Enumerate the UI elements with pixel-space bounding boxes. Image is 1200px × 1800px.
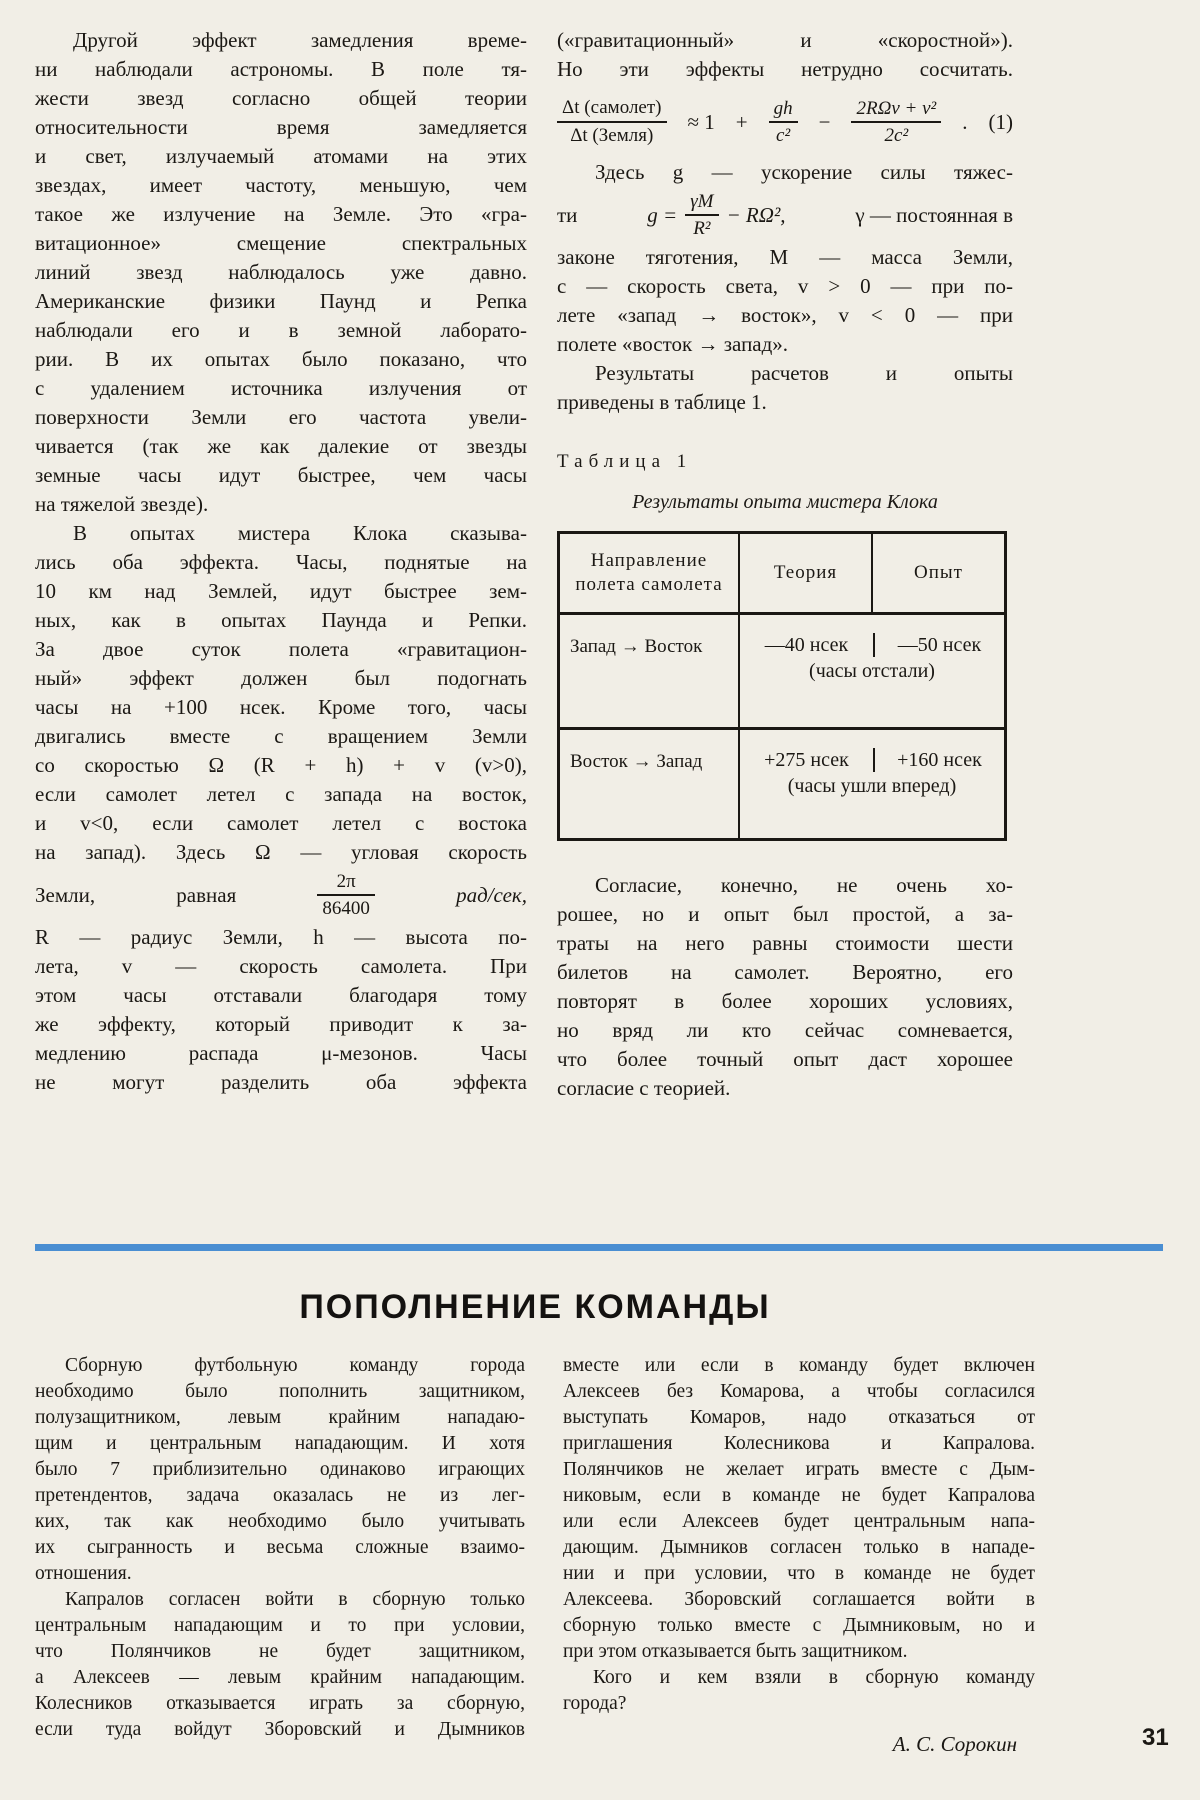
cell-note: (часы отстали) [809, 660, 935, 682]
fraction-gh-c2 [769, 97, 798, 147]
text-line: Капралов согласен войти в сборную только [65, 1589, 525, 1610]
inline-fraction-line [35, 867, 527, 923]
formula-g-equals [647, 190, 785, 240]
text-line: За двое суток полета «гравитацион- [35, 637, 527, 661]
equation-number: (1) [988, 109, 1013, 134]
text-line: наблюдали его и в земной лаборато- [35, 318, 527, 342]
text-line: Алексеева. Зборовский соглашается войти в [563, 1589, 1035, 1610]
paragraph-mister-clock-cont [35, 923, 527, 1097]
text-line: («гравитационный» и «скоростной»). [557, 28, 1013, 52]
fraction-denominator: 86400 [322, 898, 370, 919]
text-line: земные часы идут быстрее, чем часы [35, 463, 527, 487]
text-line: медлению распада μ-мезонов. Часы [35, 1041, 527, 1065]
text-line: повторят в более хороших условиях, [557, 989, 1013, 1013]
text-line: было 7 приблизительно одинаково играющих [35, 1459, 525, 1480]
fraction-numerator: γM [685, 190, 718, 216]
g-equals: g = [647, 202, 678, 227]
text-line: ный» эффект должен был подогнать [35, 666, 527, 690]
text-line: что более точный опыт даст хорошее [557, 1047, 1013, 1071]
header-direction: Направление полета самолета [575, 550, 723, 595]
paragraph-effects [557, 26, 1013, 84]
text-line: со скоростью Ω (R + h) + v (v>0), [35, 753, 527, 777]
text-line: c — скорость света, v > 0 — при по- [557, 274, 1013, 298]
text-line: ких, так как необходимо было учитывать [35, 1511, 525, 1532]
period: . [962, 109, 968, 134]
paragraph-g-definition-cont [557, 243, 1013, 359]
text-line: Другой эффект замедления време- [73, 28, 527, 52]
text-line: траты на него равны стоимости шести [557, 931, 1013, 955]
article-time-dilation [35, 26, 1013, 1103]
text-line: витационное» смещение спектральных [35, 231, 527, 255]
text-line: с удалением источника излучения от [35, 376, 527, 400]
text-line: и свет, излучаемый атомами на этих [35, 144, 527, 168]
text-line: рии. В их опытах было показано, что [35, 347, 527, 371]
text-line: чивается (так же как далекие от звезды [35, 434, 527, 458]
section-divider-rule [35, 1244, 1163, 1251]
text-line: законе тяготения, M — масса Земли, [557, 245, 1013, 269]
text-line: Результаты расчетов и опыты [595, 361, 1013, 385]
fraction-delta-t [557, 96, 667, 148]
text-line: выступать Комаров, надо отказаться от [563, 1407, 1035, 1428]
plus-sign: + [735, 109, 748, 134]
bottom-right-column [563, 1353, 1035, 1757]
article-title: ПОПОЛНЕНИЕ КОМАНДЫ [299, 1288, 771, 1326]
text-line: звездах, имеет частоту, меньшую, чем [35, 173, 527, 197]
text-line: ни наблюдали астрономы. В поле тя- [35, 57, 527, 81]
text-line: 10 км над Землей, идут быстрее зем- [35, 579, 527, 603]
text-line: или если Алексеев будет центральным напа- [563, 1511, 1035, 1532]
text-line: Кого и кем взяли в сборную команду [593, 1667, 1035, 1688]
text-line: ных, как в опытах Паунда и Репки. [35, 608, 527, 632]
text-line: часы на +100 нсек. Кроме того, часы [35, 695, 527, 719]
text-line: Алексеев без Комарова, а чтобы согласился [563, 1381, 1035, 1402]
text-line: не могут разделить оба эффекта [35, 1070, 527, 1094]
table-caption: Результаты опыта мистера Клока [632, 491, 938, 513]
cell-values [740, 748, 1004, 772]
text-line: и v<0, если самолет летел с востока [35, 811, 527, 835]
text-line: при этом отказывается быть защитником. [563, 1641, 908, 1662]
text-line: претендентов, задача оказалась не из лег- [35, 1485, 525, 1506]
fraction-denominator: Δt (Земля) [570, 125, 654, 146]
bottom-left-column [35, 1353, 525, 1757]
table-1 [557, 531, 1007, 841]
table-row [560, 615, 1004, 727]
text-line: необходимо было пополнить защитником, [35, 1381, 525, 1402]
text-line: относительности время замедляется [35, 115, 527, 139]
text-line: на тяжелой звезде). [35, 492, 209, 516]
text-line: рошее, но и опыт был простой, а за- [557, 902, 1013, 926]
text-line: их сыгранность и весьма сложные взаимо- [35, 1537, 525, 1558]
fraction-denominator: 2c² [884, 125, 909, 146]
fraction-gamma-m-r2 [685, 190, 718, 240]
text-line: полете «восток → запад». [557, 332, 789, 356]
top-right-column [557, 26, 1013, 1103]
text-line: Но эти эффекты нетрудно сосчитать. [557, 57, 1013, 81]
paragraph-astronomers [35, 26, 527, 519]
fraction-2romegav [851, 97, 941, 147]
cell-values [740, 633, 1004, 657]
text-line: такое же излучение на Земле. Это «гра- [35, 202, 527, 226]
text-line: В опытах мистера Клока сказыва- [73, 521, 527, 545]
fraction-denominator: R² [693, 218, 711, 239]
paragraph-g-definition [557, 158, 1013, 187]
cell-experiment: —50 нсек [873, 633, 1004, 657]
text-line: лете «запад → восток», v < 0 — при [557, 303, 1013, 327]
text-line: полузащитником, левым крайним нападаю- [35, 1407, 525, 1428]
fraction-denominator: c² [776, 125, 791, 146]
text-line: поверхности Земли его частота увели- [35, 405, 527, 429]
paragraph-question [563, 1665, 1035, 1717]
text-line: центральным нападающим и то при условии, [35, 1615, 525, 1636]
cell-theory: +275 нсек [764, 749, 849, 771]
text-line: лись оба эффекта. Часы, поднятые на [35, 550, 527, 574]
text-line: никовым, если в команде не будет Капралова [563, 1485, 1035, 1506]
text-line: приведены в таблице 1. [557, 390, 767, 414]
text-line: Колесников отказывается играть за сборную, [35, 1693, 525, 1714]
paragraph-agreement [557, 871, 1013, 1103]
paragraph-kapralov [35, 1587, 525, 1743]
table-row [560, 727, 1004, 838]
author-signature: А. С. Сорокин [892, 1732, 1017, 1756]
text-line: на запад). Здесь Ω — угловая скорость [35, 840, 527, 864]
text-line: приглашения Колесникова и Капралова. [563, 1433, 1035, 1454]
g-tail: − RΩ², [726, 202, 786, 227]
text-line: Здесь g — ускорение силы тяжес- [595, 160, 1013, 184]
minus-sign: − [818, 109, 831, 134]
text-line: Американские физики Паунд и Репка [35, 289, 527, 313]
text-line: если самолет летел с запада на восток, [35, 782, 527, 806]
text-line: же эффекту, который приводит к за- [35, 1012, 527, 1036]
text-line: R — радиус Земли, h — высота по- [35, 925, 527, 949]
header-theory: Теория [738, 534, 871, 612]
text-line: жести звезд согласно общей теории [35, 86, 527, 110]
text-line: города? [563, 1693, 627, 1714]
inline-g-formula-line [557, 187, 1013, 243]
cell-note: (часы ушли вперед) [787, 775, 957, 797]
text-line: этом часы отставали благодаря тому [35, 983, 527, 1007]
header-experiment: Опыт [871, 534, 1004, 612]
fraction-numerator: 2π [317, 870, 375, 896]
text-line: если туда войдут Зборовский и Дымников [35, 1719, 525, 1740]
text-line: согласие с теорией. [557, 1076, 731, 1100]
table-header-row [560, 534, 1004, 615]
text-line: линий звезд наблюдалось уже давно. [35, 260, 527, 284]
text-line: щим и центральным нападающим. И хотя [35, 1433, 525, 1454]
text-line: Полянчиков не желает играть вместе с Дым- [563, 1459, 1035, 1480]
fraction-numerator: 2RΩv + v² [851, 97, 941, 123]
word: γ — постоянная в [855, 202, 1013, 227]
text-line: вместе или если в команду будет включен [563, 1355, 1035, 1376]
word: ти [557, 202, 578, 227]
text-line: нии и при условии, что в команде не будет [563, 1563, 1035, 1584]
paragraph-mister-clock [35, 519, 527, 867]
text-line: двигались вместе с вращением Земли [35, 724, 527, 748]
text-line: Сборную футбольную команду города [65, 1355, 525, 1376]
cell-direction: Запад → Восток [570, 636, 703, 657]
paragraph-conditions [563, 1353, 1035, 1665]
cell-experiment: +160 нсек [873, 748, 1004, 772]
text-line: но вряд ли кто сейчас сомневается, [557, 1018, 1013, 1042]
equation-1 [557, 96, 1013, 148]
text-line: сборную только вместе с Дымниковым, но и [563, 1615, 1035, 1636]
fraction-numerator: Δt (самолет) [557, 96, 667, 123]
cell-theory: —40 нсек [764, 634, 849, 656]
unit-rad-sec: рад/сек, [456, 882, 527, 907]
word: равная [176, 882, 237, 907]
table-label: Таблица 1 [557, 451, 693, 472]
page-number: 31 [1142, 1724, 1169, 1751]
paragraph-results [557, 359, 1013, 417]
approx-one: ≈ 1 [687, 109, 715, 134]
text-line: лета, v — скорость самолета. При [35, 954, 527, 978]
fraction-numerator: gh [769, 97, 798, 123]
cell-direction: Восток → Запад [570, 751, 703, 772]
text-line: что Полянчиков не будет защитником, [35, 1641, 525, 1662]
text-line: а Алексеев — левым крайним нападающим. [35, 1667, 525, 1688]
word: Земли, [35, 882, 96, 907]
fraction-2pi-86400 [317, 870, 375, 920]
text-line: отношения. [35, 1563, 132, 1584]
article-team-puzzle [35, 1288, 1035, 1757]
text-line: дающим. Дымников согласен только в нападе- [563, 1537, 1035, 1558]
paragraph-team-intro [35, 1353, 525, 1587]
top-left-column [35, 26, 527, 1103]
text-line: билетов на самолет. Вероятно, его [557, 960, 1013, 984]
text-line: Согласие, конечно, не очень хо- [595, 873, 1013, 897]
